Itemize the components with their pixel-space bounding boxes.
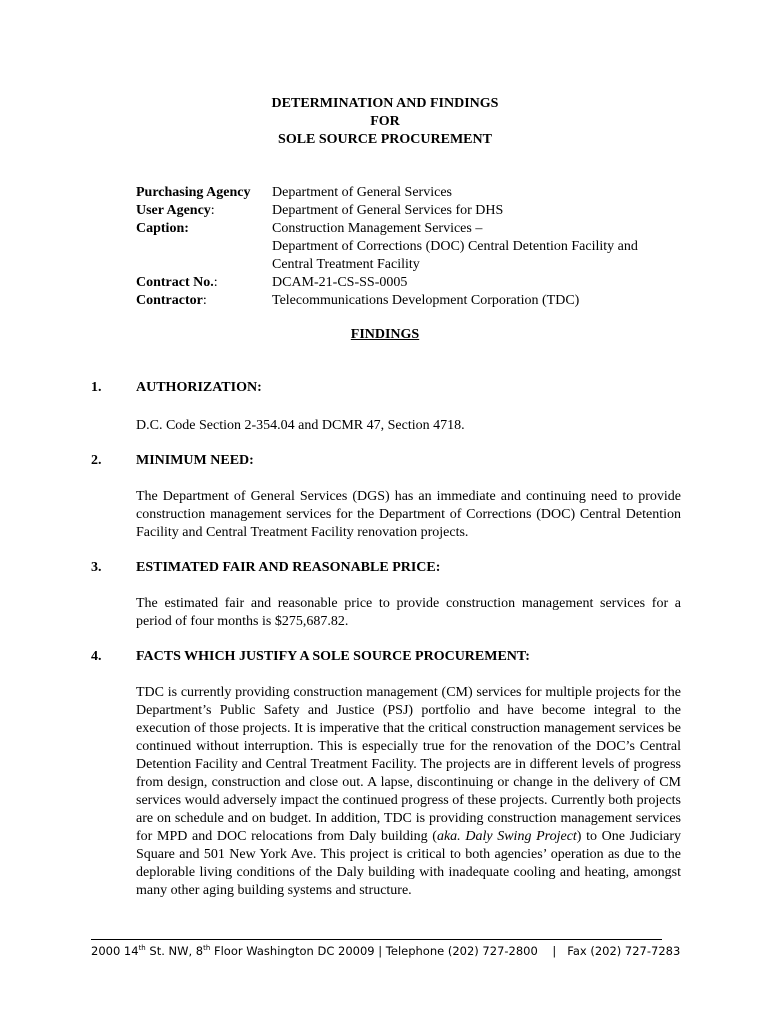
contract-no-value: DCAM-21-CS-SS-0005 (272, 275, 408, 290)
section-2-heading: MINIMUM NEED: (136, 453, 254, 468)
section-4-text (136, 684, 681, 900)
caption-value-line-2: Department of Corrections (DOC) Central Detention Facility and (272, 239, 638, 254)
document-title (0, 95, 770, 149)
section-2-text: The Department of General Services (DGS) has an immediate and continuing need to provide construction management services for the Department of Corrections (DOC) Central Detention Facility and Central Treatment Facility renovation projects. (136, 489, 681, 540)
section-3-text: The estimated fair and reasonable price to provide construction management services for a period of four months is $275,687.82. (136, 596, 681, 629)
caption-value (272, 220, 692, 274)
purchasing-agency-row (136, 184, 692, 202)
contractor-label: Contractor (136, 293, 203, 308)
user-agency-value: Department of General Services for DHS (272, 203, 504, 218)
section-4-text-italic: aka. Daly Swing Project (436, 829, 577, 844)
footer-address (91, 944, 691, 958)
section-4-heading: FACTS WHICH JUSTIFY A SOLE SOURCE PROCUREMENT: (136, 649, 530, 664)
caption-value-line-3: Central Treatment Facility (272, 257, 420, 272)
contractor-row: Contractor: Telecommunications Development Corporation (TDC) (136, 292, 692, 310)
user-agency-row: User Agency: Department of General Services for DHS (136, 202, 692, 220)
findings-heading: FINDINGS (350, 327, 420, 342)
footer-address-c: Floor Washington DC 20009 | Telephone (202) 727-2800 | Fax (202) 727-7283 (210, 944, 681, 958)
section-1-heading: AUTHORIZATION: (136, 380, 262, 395)
contract-no-label: Contract No. (136, 275, 214, 290)
user-agency-label: User Agency (136, 203, 211, 218)
footer-address-a: 2000 14 (91, 944, 139, 958)
purchasing-agency-value: Department of General Services (272, 185, 452, 200)
footer-sup-a: th (138, 944, 146, 953)
section-4-text-part-1: TDC is currently providing construction management (CM) services for multiple projects for the Department’s Public Safety and Justice (PSJ) portfolio and have become integral to the execution of those projects. It is imperative that the critical construction management services be continued without interruption. This is especially true for the renovation of the DOC’s Central Detention Facility and Central Treatment Facility. The projects are in different levels of progress from design, construction and close out. A lapse, discontinuing or change in the delivery of CM services would adversely impact the continued progress of these projects. Currently both projects are on schedule and on budget. In addition, TDC is providing construction management services for MPD and DOC relocations from Daly building ( (136, 685, 681, 844)
title-line-1: DETERMINATION AND FINDINGS (271, 96, 499, 111)
section-3-heading: ESTIMATED FAIR AND REASONABLE PRICE: (136, 560, 441, 575)
title-line-2: FOR (370, 114, 400, 129)
purchasing-agency-label: Purchasing Agency (136, 185, 251, 200)
caption-label: Caption: (136, 221, 189, 236)
section-4-number: 4. (91, 649, 102, 664)
footer-sup-b: th (203, 944, 211, 953)
title-line-3: SOLE SOURCE PROCUREMENT (278, 132, 492, 147)
footer-divider (91, 939, 662, 940)
section-1-number: 1. (91, 380, 102, 395)
section-3-number: 3. (91, 560, 102, 575)
section-4-text-part-2: ) to One Judiciary Square and 501 New York Ave. This project is critical to both agencies’ operation as due to the deplorable living conditions of the Daly building with inadequate cooling and heating, amongst many other aging building systems and structure. (136, 829, 681, 898)
caption-value-line-1: Construction Management Services – (272, 221, 483, 236)
procurement-metadata (136, 184, 692, 310)
contractor-value: Telecommunications Development Corporation (TDC) (272, 293, 580, 308)
contract-no-row: Contract No.: DCAM-21-CS-SS-0005 (136, 274, 692, 292)
section-1-text: D.C. Code Section 2-354.04 and DCMR 47, Section 4718. (136, 418, 465, 433)
footer-address-b: St. NW, 8 (145, 944, 204, 958)
section-2-number: 2. (91, 453, 102, 468)
caption-row (136, 220, 692, 274)
